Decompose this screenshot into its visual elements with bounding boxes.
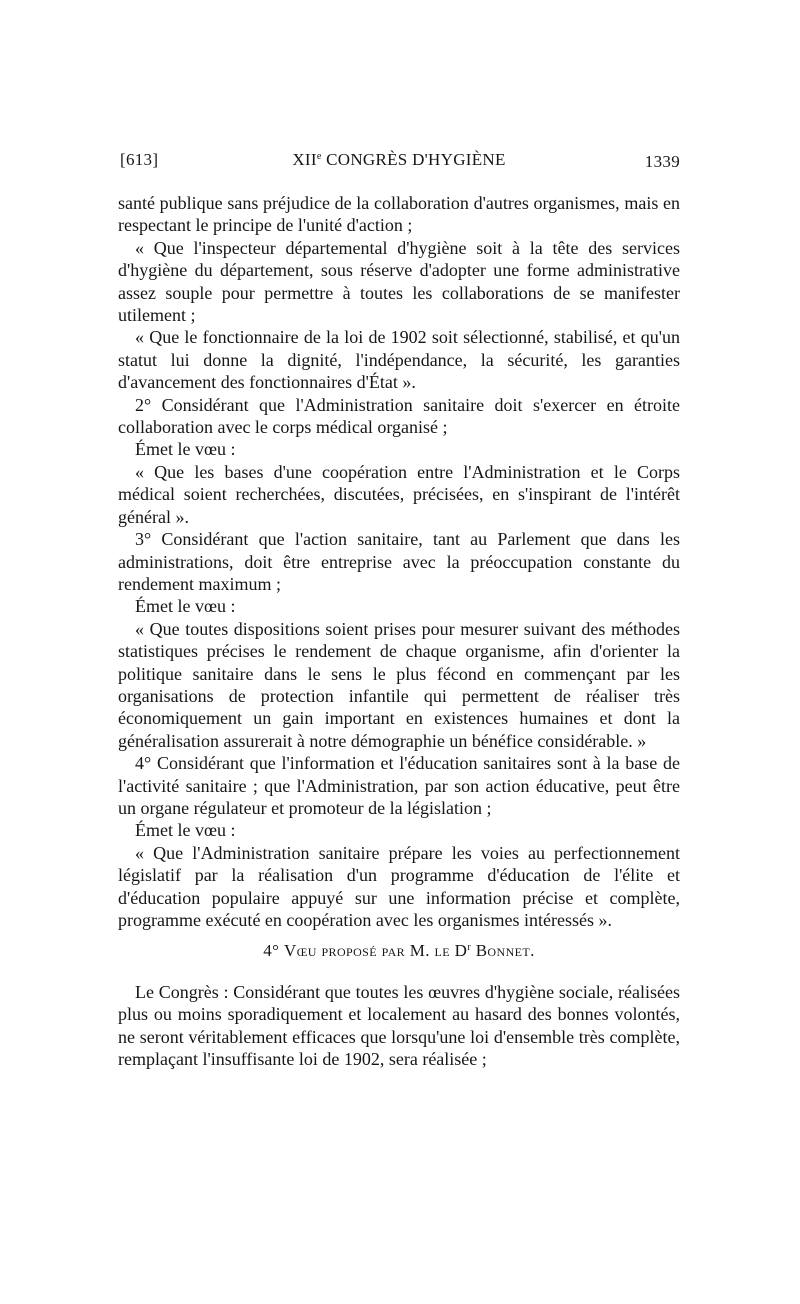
paragraph: Émet le vœu : <box>135 820 236 841</box>
running-title-prefix: XII <box>292 150 317 169</box>
paragraph: Émet le vœu : <box>135 596 236 617</box>
paragraph: 4° Considérant que l'information et l'éducation sanitaires sont à la base de l'activité sanitaire ; que l'Administration, par son action éducative, peut être un organe régulateur et promoteur de la législation ; <box>118 753 680 818</box>
body-text <box>118 192 680 1070</box>
paragraph: « Que les bases d'une coopération entre l'Administration et le Corps médical soient recherchées, discutées, précisées, en s'inspirant de l'intérêt général ». <box>118 461 680 527</box>
paragraph: santé publique sans préjudice de la collaboration d'autres organismes, mais en respectant le principe de l'unité d'action ; <box>118 193 680 236</box>
paragraph: Émet le vœu : <box>135 439 236 460</box>
closing-paragraph: Le Congrès : Considérant que toutes les œuvres d'hygiène sociale, réalisées plus ou moins sporadiquement et localement au hasard des bonnes volontés, ne seront véritablement efficaces que lorsqu'une loi d'ensemble très complète, remplaçant l'insuffisante loi de 1902, sera réalisée ; <box>118 981 680 1070</box>
paragraph: « Que toutes dispositions soient prises pour mesurer suivant des méthodes statistiques précises le rendement de chaque organisme, afin d'orienter la politique sanitaire dans le sens le plus fécond en commençant par les organisations de protection infantile qui permettent de réaliser très économiquement un gain important en existences humaines et dont la généralisation assurerait à notre démographie un bénéfice considérable. » <box>118 618 680 751</box>
section-text: Vœu proposé par M. le D <box>284 941 468 961</box>
running-header <box>118 150 680 176</box>
section-sup: r <box>467 942 472 954</box>
page-number: 1339 <box>644 152 680 171</box>
folio-reference: [613] <box>120 150 159 169</box>
paragraph: 2° Considérant que l'Administration sanitaire doit s'exercer en étroite collaboration avec le corps médical organisé ; <box>118 394 680 438</box>
running-title-sup: e <box>316 151 322 162</box>
running-title-rest: CONGRÈS D'HYGIÈNE <box>321 150 506 169</box>
paragraph: « Que le fonctionnaire de la loi de 1902 soit sélectionné, stabilisé, et qu'un statut lui donne la dignité, l'indépendance, la sécurité, les garanties d'avancement des fonctionnaires d'État ». <box>118 327 680 393</box>
running-title <box>118 150 680 170</box>
document-page <box>118 150 680 1070</box>
section-name: Bonnet. <box>471 941 535 961</box>
section-heading <box>118 937 680 962</box>
paragraph: 3° Considérant que l'action sanitaire, tant au Parlement que dans les administrations, doit être entreprise avec la préoccupation constante du rendement maximum ; <box>118 529 680 594</box>
paragraph: « Que l'Administration sanitaire prépare les voies au perfectionnement législatif par la réalisation d'un programme d'éducation de l'élite et d'éducation populaire appuyé sur une information précise et complète, programme exécuté en coopération avec les organismes intéressés ». <box>118 842 680 930</box>
section-number: 4° <box>263 941 280 961</box>
paragraph: « Que l'inspecteur départemental d'hygiène soit à la tête des services d'hygiène du département, sous réserve d'adopter une forme administrative assez souple pour permettre à toutes les collaborations de se manifester utilement ; <box>118 237 680 326</box>
